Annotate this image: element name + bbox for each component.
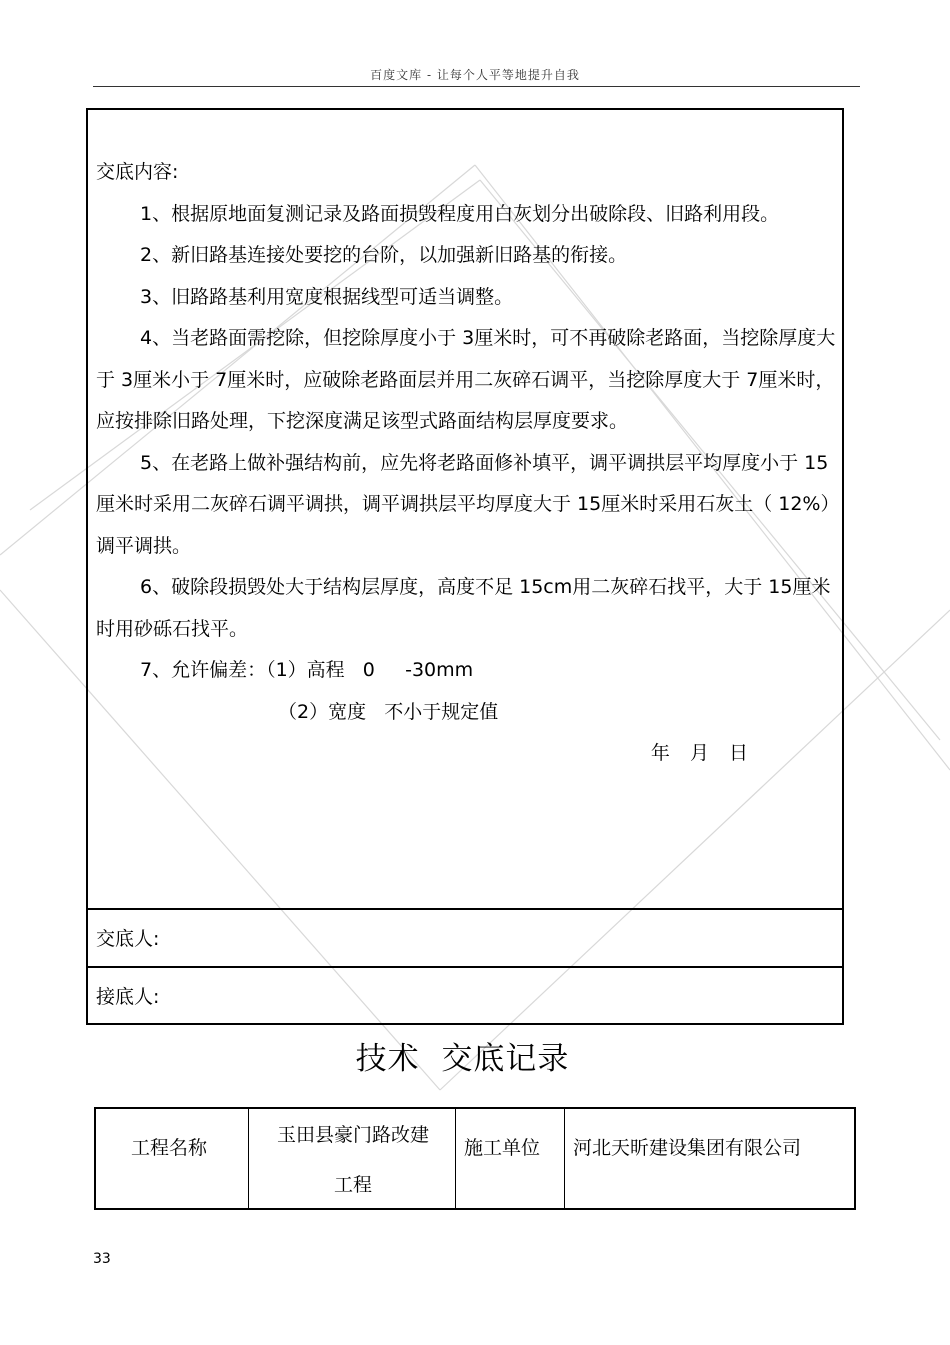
date-line: 年 月 日 <box>650 742 748 764</box>
receiver-label: 接底人: <box>96 986 160 1008</box>
disclosure-box <box>86 108 844 1025</box>
tolerance-line-2: （2）宽度 不小于规定值 <box>278 700 499 723</box>
disclosure-item-3: 3、旧路路基利用宽度根据线型可适当调整。 <box>140 285 514 308</box>
giver-label: 交底人: <box>96 928 160 950</box>
receiver-row-divider <box>88 966 842 968</box>
header-divider <box>93 86 860 87</box>
construction-unit-value: 河北天昕建设集团有限公司 <box>565 1108 856 1209</box>
construction-unit-label: 施工单位 <box>456 1108 565 1209</box>
project-name-line-1: 玉田县豪门路改建 <box>276 1124 429 1146</box>
disclosure-heading: 交底内容: <box>96 161 179 183</box>
project-info-table <box>94 1107 856 1210</box>
project-name-label: 工程名称 <box>95 1108 249 1209</box>
page-header: 百度文库 - 让每个人平等地提升自我 <box>370 68 580 82</box>
document-title: 技术 交底记录 <box>355 1041 570 1077</box>
disclosure-content <box>96 152 841 775</box>
project-name-value <box>249 1108 456 1209</box>
disclosure-item-2: 2、新旧路基连接处要挖的台阶，以加强新旧路基的衔接。 <box>140 244 628 266</box>
giver-row-divider <box>88 908 842 910</box>
disclosure-item-6: 6、破除段损毁处大于结构层厚度，高度不足 15cm用二灰碎石找平，大于 15厘米时用砂砾石找平。 <box>96 576 831 640</box>
disclosure-item-1: 1、根据原地面复测记录及路面损毁程度用白灰划分出破除段、旧路利用段。 <box>140 202 780 225</box>
disclosure-item-5: 5、在老路上做补强结构前，应先将老路面修补填平，调平调拱层平均厚度小于 15厘米时采用二灰碎石调平调拱，调平调拱层平均厚度大于 15厘米时采用石灰土（ 12%）调平调拱。 <box>96 451 840 557</box>
tolerance-line-1: 7、允许偏差：（1）高程 0 -30mm <box>140 659 474 681</box>
page-number: 33 <box>93 1251 111 1267</box>
project-name-line-2: 工程 <box>333 1174 372 1196</box>
disclosure-item-4: 4、当老路面需挖除，但挖除厚度小于 3厘米时，可不再破除老路面，当挖除厚度大于 3厘米小于 7厘米时，应破除老路面层并用二灰碎石调平，当挖除厚度大于 7厘米时，应按排除旧路处理，下挖深度满足该型式路面结构层厚度要求。 <box>96 327 836 432</box>
